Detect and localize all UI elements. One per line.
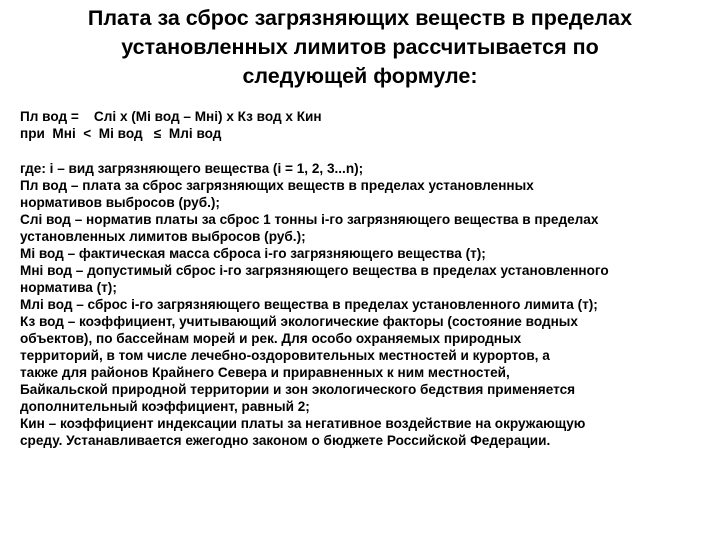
definition-item <box>20 296 704 313</box>
definition-line: где: i – вид загрязняющего вещества (i = 1, 2, 3...n); <box>20 161 364 176</box>
definition-line: также для районов Крайнего Севера и приравненных к ним местностей, <box>20 365 510 380</box>
definition-line: Пл вод – плата за сброс загрязняющих веществ в пределах установленных <box>20 178 534 193</box>
formula-line: Пл вод = Cлi х (Mi вод – Mнi) х Кз вод х Кин <box>20 109 322 124</box>
slide-title <box>24 4 696 91</box>
title-line: Плата за сброс загрязняющих веществ в пределах <box>87 6 633 30</box>
definition-line: Mлi вод – сброс i-го загрязняющего вещества в пределах установленного лимита (т); <box>20 297 598 312</box>
spacer <box>20 142 704 160</box>
definition-line: дополнительный коэффициент, равный 2; <box>20 399 310 414</box>
definition-line: норматива (т); <box>20 280 117 295</box>
definition-line: Mнi вод – допустимый сброс i-го загрязняющего вещества в пределах установленного <box>20 263 609 278</box>
formula-condition: при Mнi < Mi вод ≤ Mлi вод <box>20 126 222 141</box>
definition-line: Кз вод – коэффициент, учитывающий экологические факторы (состояние водных <box>20 314 578 329</box>
definition-item <box>20 160 704 177</box>
definition-item <box>20 211 704 245</box>
definition-line: нормативов выбросов (руб.); <box>20 195 220 210</box>
definition-item <box>20 177 704 211</box>
definition-line: объектов), по бассейнам морей и рек. Для особо охраняемых природных <box>20 331 522 346</box>
definition-line: Mi вод – фактическая масса сброса i-го загрязняющего вещества (т); <box>20 246 486 261</box>
definition-item <box>20 262 704 296</box>
title-line: следующей формуле: <box>242 64 478 88</box>
definition-line: установленных лимитов выбросов (руб.); <box>20 229 306 244</box>
definition-item <box>20 415 704 449</box>
definition-line: среду. Устанавливается ежегодно законом о бюджете Российской Федерации. <box>20 433 551 448</box>
definition-item <box>20 245 704 262</box>
definition-line: Кин – коэффициент индексации платы за негативное воздействие на окружающую <box>20 416 586 431</box>
title-line: установленных лимитов рассчитывается по <box>121 35 599 59</box>
definition-item <box>20 313 704 415</box>
slide-body <box>20 108 704 449</box>
definition-line: Байкальской природной территории и зон экологического бедствия применяется <box>20 382 576 397</box>
definition-line: Cлi вод – норматив платы за сброс 1 тонны i-го загрязняющего вещества в пределах <box>20 212 599 227</box>
definition-line: территорий, в том числе лечебно-оздоровительных местностей и курортов, а <box>20 348 550 363</box>
